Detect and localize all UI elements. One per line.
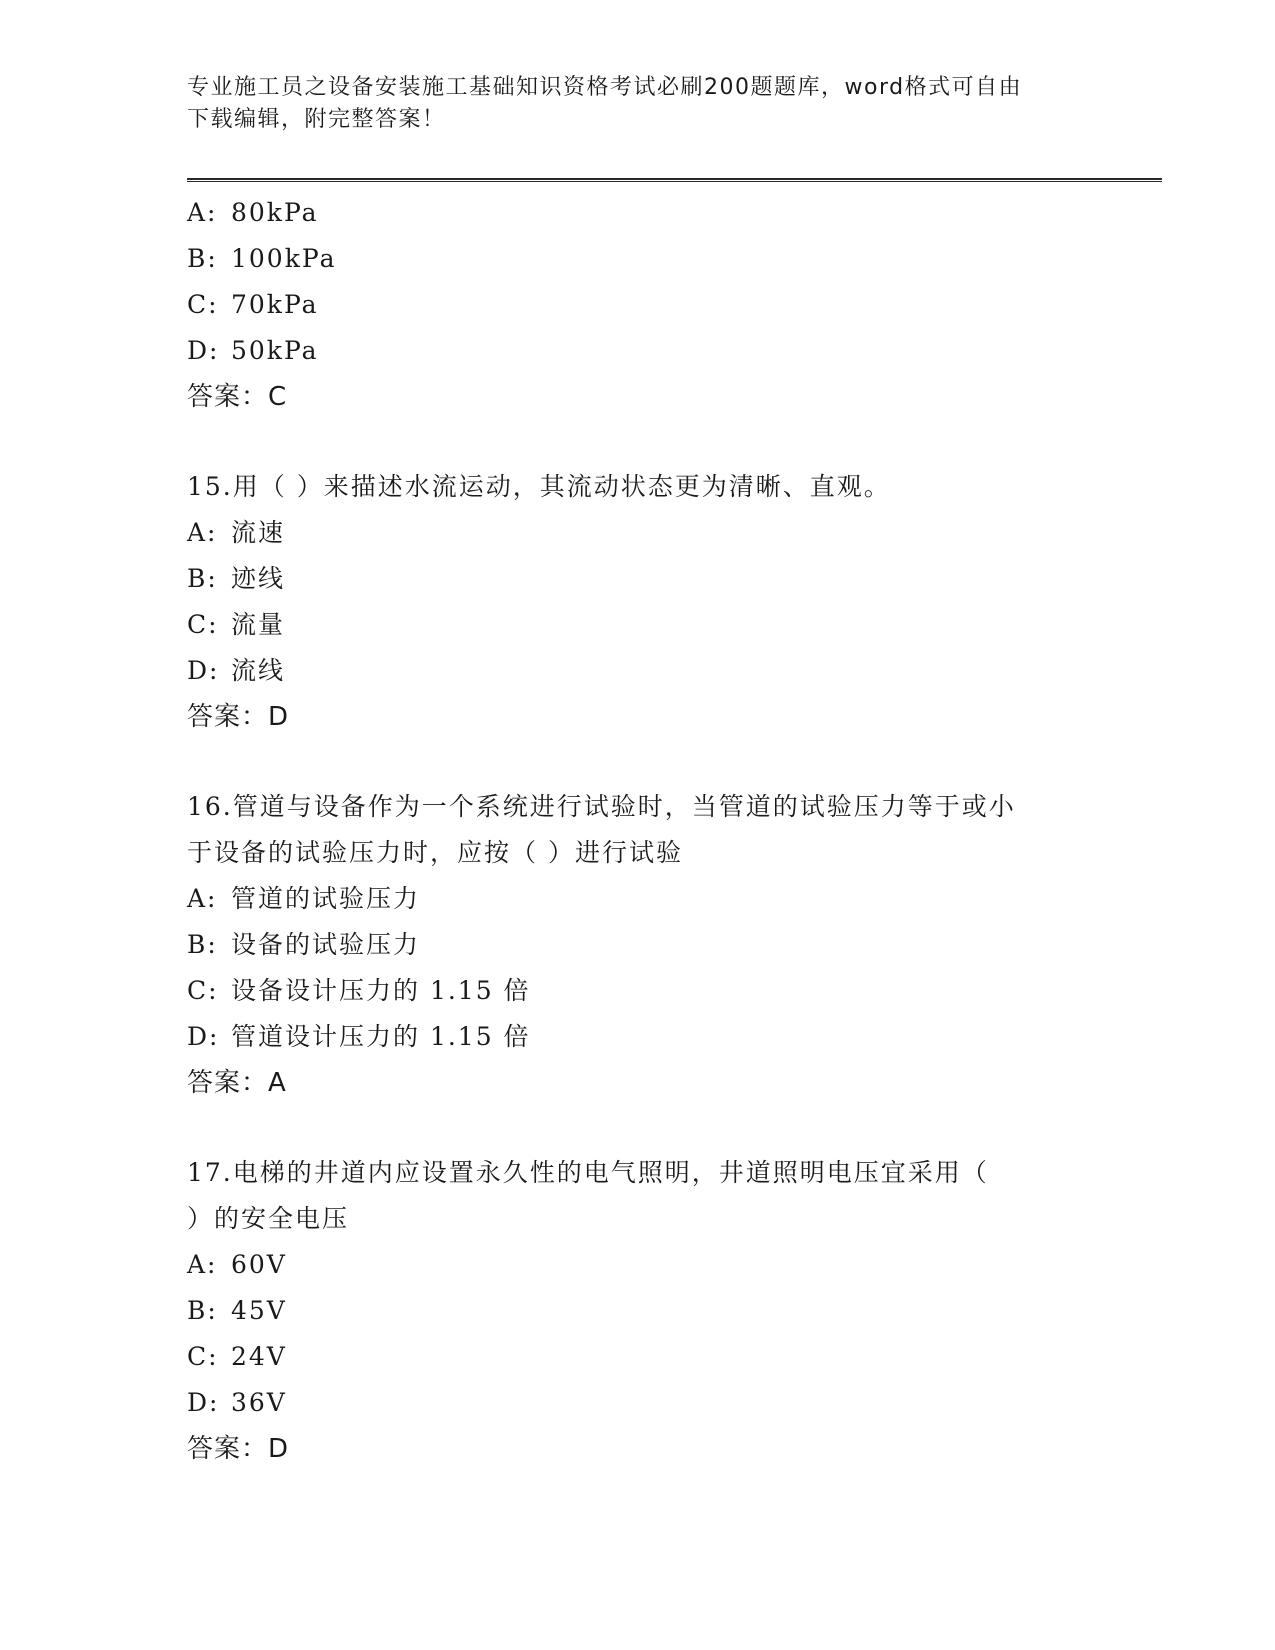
option-key: B: xyxy=(187,564,218,593)
option-key: D: xyxy=(187,656,220,685)
option-text: 70kPa xyxy=(231,290,319,319)
option-key: D: xyxy=(187,1022,220,1051)
option-d xyxy=(187,648,1162,694)
header-divider xyxy=(187,178,1162,182)
option-text: 设备设计压力的 1.15 倍 xyxy=(231,976,531,1005)
question-14 xyxy=(187,190,1162,420)
option-key: B: xyxy=(187,1296,218,1325)
question-15 xyxy=(187,464,1162,740)
option-text: 流线 xyxy=(231,656,286,685)
question-17 xyxy=(187,1150,1162,1472)
option-a xyxy=(187,190,1162,236)
option-key: A: xyxy=(187,518,218,547)
document-page xyxy=(187,0,1162,1650)
option-key: D: xyxy=(187,1388,220,1417)
option-key: C: xyxy=(187,290,219,319)
option-a xyxy=(187,510,1162,556)
question-stem: ）的安全电压 xyxy=(187,1204,350,1233)
option-c xyxy=(187,1334,1162,1380)
option-key: A: xyxy=(187,198,218,227)
option-d xyxy=(187,1380,1162,1426)
question-16 xyxy=(187,784,1162,1106)
option-key: A: xyxy=(187,1250,218,1279)
option-text: 24V xyxy=(231,1342,287,1371)
answer-line: 答案：A xyxy=(187,1068,287,1098)
option-key: B: xyxy=(187,930,218,959)
spacer xyxy=(187,420,1162,464)
spacer xyxy=(187,1106,1162,1150)
option-d xyxy=(187,328,1162,374)
option-b xyxy=(187,1288,1162,1334)
question-stem: 16.管道与设备作为一个系统进行试验时，当管道的试验压力等于或小 xyxy=(187,792,1016,821)
option-c xyxy=(187,968,1162,1014)
answer-line: 答案：D xyxy=(187,702,290,732)
option-text: 管道的试验压力 xyxy=(231,884,421,913)
option-text: 流速 xyxy=(231,518,286,547)
option-key: B: xyxy=(187,244,218,273)
option-text: 设备的试验压力 xyxy=(231,930,421,959)
question-stem: 15.用（ ）来描述水流运动，其流动状态更为清晰、直观。 xyxy=(187,472,891,501)
option-b xyxy=(187,922,1162,968)
option-text: 80kPa xyxy=(231,198,319,227)
question-stem: 于设备的试验压力时，应按（ ）进行试验 xyxy=(187,838,683,867)
option-text: 迹线 xyxy=(231,564,286,593)
header-title-line-1: 专业施工员之设备安装施工基础知识资格考试必刷200题题库，word格式可自由 xyxy=(187,75,1023,100)
option-text: 流量 xyxy=(231,610,286,639)
option-a xyxy=(187,1242,1162,1288)
option-c xyxy=(187,602,1162,648)
option-c xyxy=(187,282,1162,328)
option-a xyxy=(187,876,1162,922)
option-text: 100kPa xyxy=(231,244,337,273)
question-stem: 17.电梯的井道内应设置永久性的电气照明，井道照明电压宜采用（ xyxy=(187,1158,989,1187)
option-text: 50kPa xyxy=(231,336,319,365)
option-key: A: xyxy=(187,884,218,913)
header-title-line-2: 下载编辑，附完整答案！ xyxy=(187,107,446,132)
option-key: C: xyxy=(187,1342,219,1371)
answer-line: 答案：D xyxy=(187,1434,290,1464)
option-key: C: xyxy=(187,610,219,639)
question-list xyxy=(187,190,1162,1472)
option-d xyxy=(187,1014,1162,1060)
option-key: D: xyxy=(187,336,220,365)
option-text: 45V xyxy=(231,1296,287,1325)
option-key: C: xyxy=(187,976,219,1005)
option-text: 管道设计压力的 1.15 倍 xyxy=(231,1022,531,1051)
option-text: 36V xyxy=(231,1388,287,1417)
spacer xyxy=(187,740,1162,784)
document-header xyxy=(187,72,1087,136)
option-b xyxy=(187,236,1162,282)
option-b xyxy=(187,556,1162,602)
answer-line: 答案：C xyxy=(187,382,288,412)
option-text: 60V xyxy=(231,1250,287,1279)
